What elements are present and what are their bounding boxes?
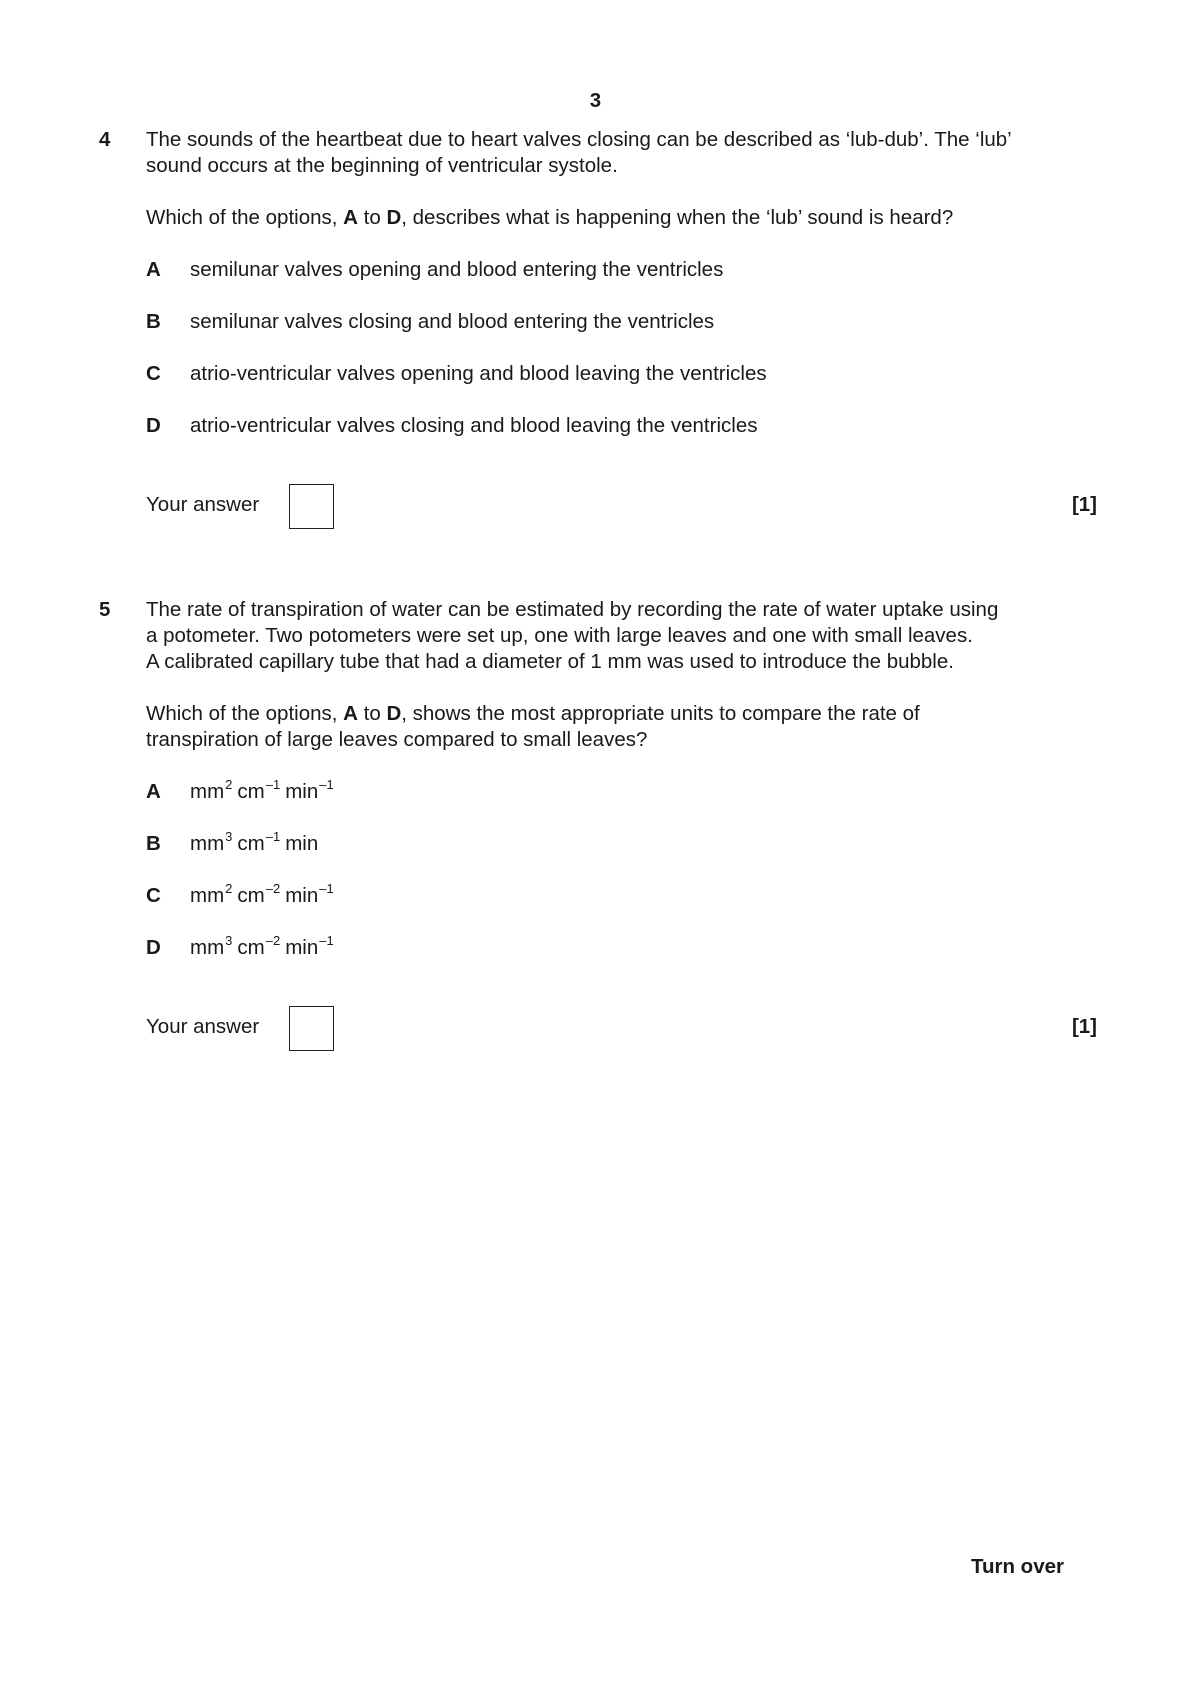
question-stem-line: sound occurs at the beginning of ventricular systole. (146, 154, 618, 177)
answer-box[interactable] (289, 484, 334, 529)
unit-exponent: –2 (265, 881, 281, 896)
page-number: 3 (589, 89, 602, 112)
question-stem-line: The sounds of the heartbeat due to heart valves closing can be described as ‘lub-dub’. The ‘lub’ (146, 128, 1012, 151)
unit-exponent: –1 (319, 881, 334, 896)
unit: mm (190, 884, 225, 907)
unit-exponent: 3 (225, 829, 233, 844)
option-text (190, 779, 334, 805)
marks-label: [1] (1071, 493, 1097, 516)
question-stem (146, 127, 1086, 179)
option-text: atrio-ventricular valves closing and blood leaving the ventricles (190, 414, 758, 437)
option-text: semilunar valves opening and blood entering the ventricles (190, 258, 724, 281)
prompt-text: , describes what is happening when the ‘lub’ sound is heard? (401, 206, 954, 229)
unit-exponent: –2 (265, 933, 281, 948)
question-prompt (146, 701, 1086, 753)
question-number: 4 (99, 128, 111, 151)
question-stem-line: a potometer. Two potometers were set up, one with large leaves and one with small leaves. (146, 624, 973, 647)
option-letter: D (146, 414, 161, 437)
option-letter: C (146, 362, 161, 385)
option-letter: D (146, 936, 161, 959)
unit-exponent: –1 (319, 933, 334, 948)
unit-exponent: –1 (265, 777, 281, 792)
unit-exponent: 2 (225, 881, 233, 896)
prompt-text: Which of the options, (146, 206, 344, 229)
prompt-option-d: D (386, 206, 402, 229)
option-text (190, 883, 334, 909)
question-stem-line: A calibrated capillary tube that had a diameter of 1 mm was used to introduce the bubble. (146, 650, 954, 673)
unit-exponent: 3 (225, 933, 233, 948)
unit: min (285, 832, 319, 855)
unit: cm (237, 884, 265, 907)
option-text: atrio-ventricular valves opening and blood leaving the ventricles (190, 362, 767, 385)
unit-exponent: –1 (265, 829, 281, 844)
turn-over-label: Turn over (970, 1555, 1064, 1578)
question-prompt (146, 205, 1086, 231)
prompt-option-a: A (343, 206, 358, 229)
prompt-text: , shows the most appropriate units to compare the rate of (401, 702, 920, 725)
option-letter: A (146, 258, 161, 281)
prompt-text: Which of the options, (146, 702, 344, 725)
prompt-option-a: A (343, 702, 358, 725)
option-text: semilunar valves closing and blood entering the ventricles (190, 310, 715, 333)
option-letter: C (146, 884, 161, 907)
marks-label: [1] (1071, 1015, 1097, 1038)
prompt-option-d: D (386, 702, 402, 725)
question-stem (146, 597, 1086, 675)
prompt-text: to (357, 702, 387, 725)
question-number: 5 (99, 598, 111, 621)
unit: min (285, 884, 319, 907)
unit: cm (237, 936, 265, 959)
unit: min (285, 780, 319, 803)
unit: mm (190, 832, 225, 855)
unit: min (285, 936, 319, 959)
option-text (190, 831, 319, 857)
option-letter: B (146, 310, 161, 333)
option-letter: A (146, 780, 161, 803)
prompt-text: transpiration of large leaves compared to small leaves? (146, 728, 648, 751)
option-text (190, 935, 334, 961)
unit-exponent: –1 (319, 777, 334, 792)
option-letter: B (146, 832, 161, 855)
unit-exponent: 2 (225, 777, 233, 792)
question-stem-line: The rate of transpiration of water can be estimated by recording the rate of water uptake using (146, 598, 999, 621)
prompt-text: to (357, 206, 387, 229)
unit: cm (237, 832, 265, 855)
answer-label: Your answer (146, 1015, 260, 1038)
unit: mm (190, 780, 225, 803)
unit: mm (190, 936, 225, 959)
unit: cm (237, 780, 265, 803)
answer-label: Your answer (146, 493, 260, 516)
answer-box[interactable] (289, 1006, 334, 1051)
